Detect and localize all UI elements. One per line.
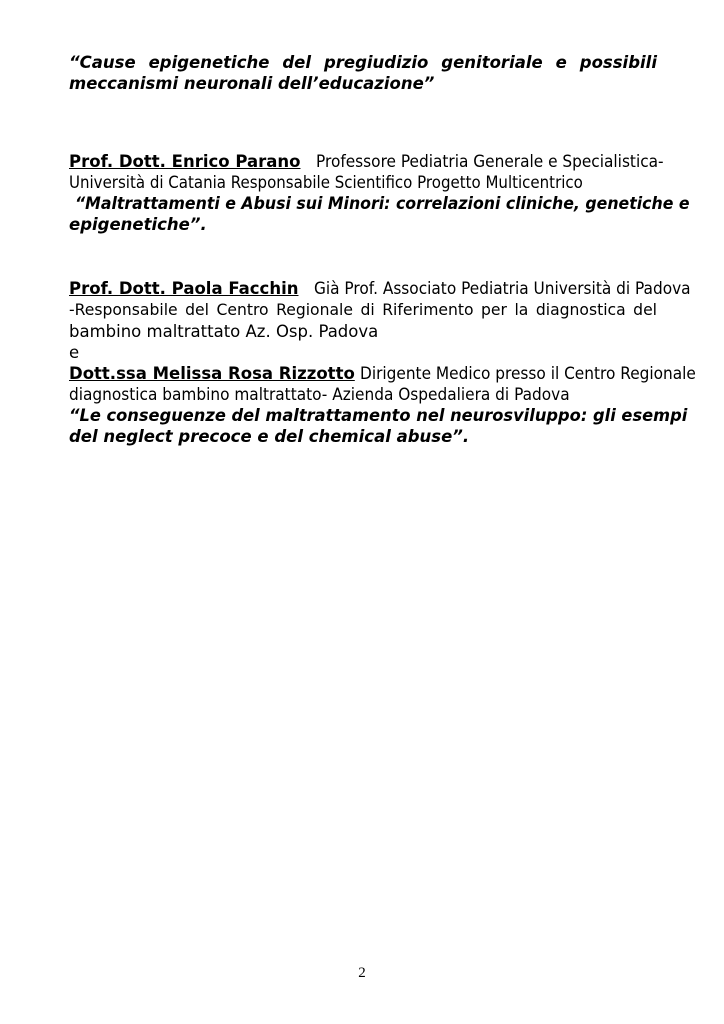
speaker-1-talk-line-1: “Maltrattamenti e Abusi sui Minori: correlazioni cliniche, genetiche e bbox=[75, 194, 690, 213]
speaker-3-talk-line-2: del neglect precoce e del chemical abuse”. bbox=[69, 427, 470, 446]
speaker-3-line-2 bbox=[69, 384, 657, 405]
speaker-2-affiliation-3: bambino maltrattato Az. Osp. Padova bbox=[69, 322, 379, 341]
document-page bbox=[69, 52, 696, 447]
intro-talk-title-line-2: meccanismi neuronali dell’educazione” bbox=[69, 74, 435, 93]
speaker-1-affiliation-2: Università di Catania Responsabile Scientifico Progetto Multicentrico bbox=[69, 173, 583, 192]
speaker-2-line-3 bbox=[69, 321, 657, 342]
speaker-1-affiliation-1: Professore Pediatria Generale e Specialistica- bbox=[316, 152, 664, 171]
speaker-2-line-2 bbox=[69, 299, 657, 321]
speaker-1-line-1 bbox=[69, 151, 664, 172]
speaker-3-talk-line-1: “Le conseguenze del maltrattamento nel neurosviluppo: gli esempi bbox=[69, 406, 688, 425]
speaker-2-affiliation-2: -Responsabile del Centro Regionale di Riferimento per la diagnostica del bbox=[69, 301, 657, 319]
speaker-2-line-1 bbox=[69, 278, 691, 299]
speaker-3-name: Dott.ssa Melissa Rosa Rizzotto bbox=[69, 364, 355, 383]
speaker-1-name: Prof. Dott. Enrico Parano bbox=[69, 152, 301, 171]
intro-talk-title-line-1: “Cause epigenetiche del pregiudizio genitoriale e possibili bbox=[69, 53, 657, 72]
speaker-3-affiliation-2: diagnostica bambino maltrattato- Azienda Ospedaliera di Padova bbox=[69, 385, 570, 404]
speaker-1-line-2 bbox=[69, 172, 657, 193]
speaker-2-affiliation-1: Già Prof. Associato Pediatria Università di Padova bbox=[314, 279, 691, 298]
speaker-1-talk-line-2: epigenetiche”. bbox=[69, 215, 207, 234]
speaker-2-name: Prof. Dott. Paola Facchin bbox=[69, 279, 299, 298]
speaker-3-affiliation-1: Dirigente Medico presso il Centro Regionale bbox=[360, 364, 696, 383]
page-number: 2 bbox=[358, 965, 366, 981]
speaker-3-line-1 bbox=[69, 363, 696, 384]
conjunction: e bbox=[69, 343, 80, 362]
